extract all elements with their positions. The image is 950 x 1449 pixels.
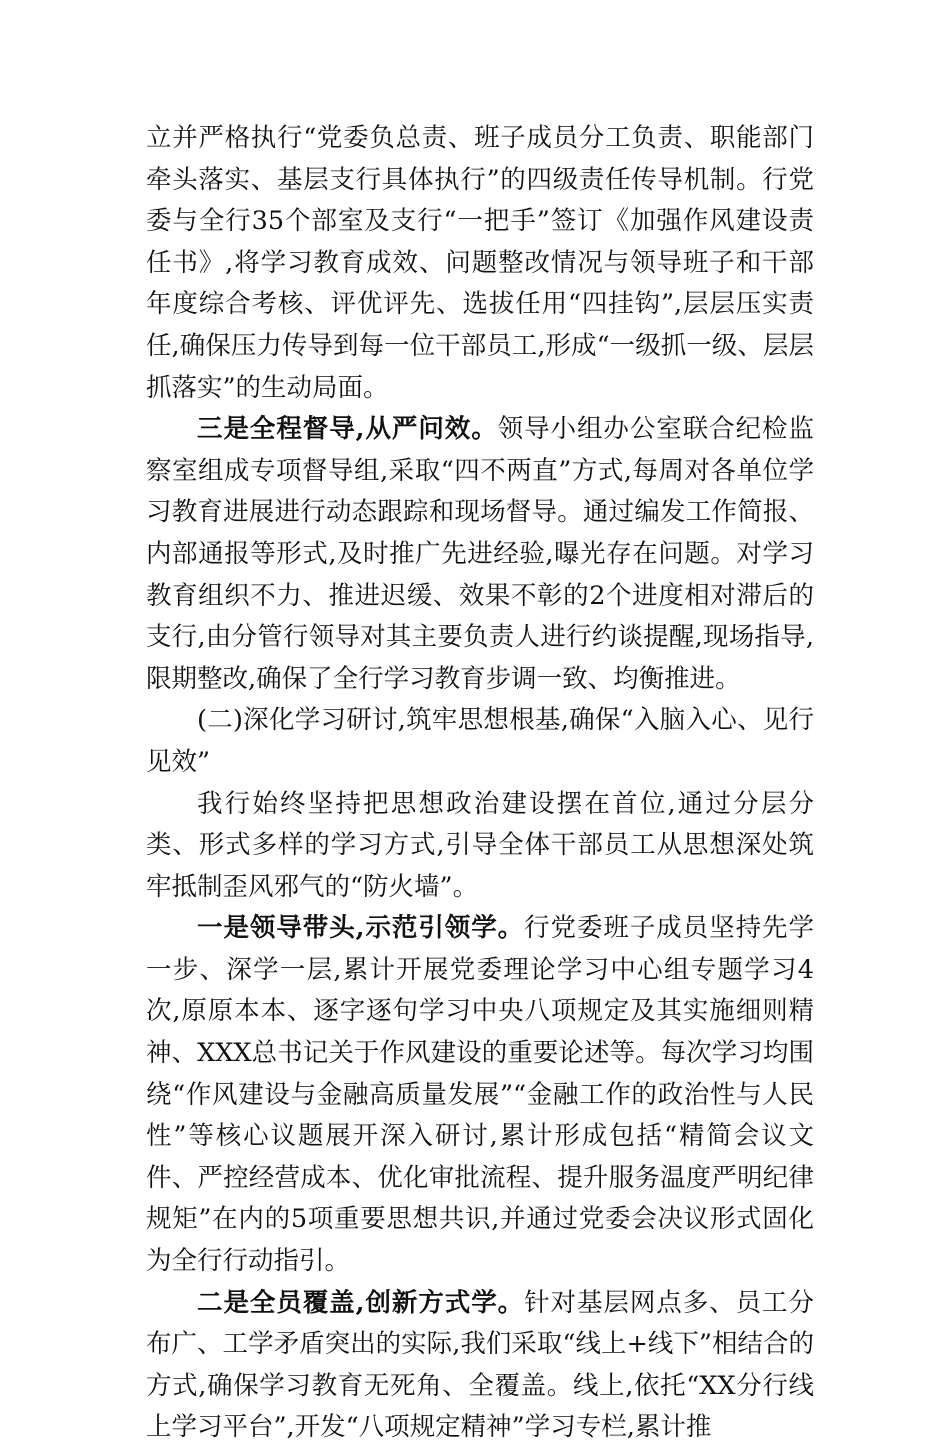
- paragraph-lead: 一是领导带头,示范引领学。: [197, 913, 525, 944]
- paragraph-text: 领导小组办公室联合纪检监察室组成专项督导组,采取“四不两直”方式,每周对各单位学习教育进展进行动态跟踪和现场督导。通过编发工作简报、内部通报等形式,及时推广先进经验,曝光存在问题。对学习教育组织不力、推进迟缓、效果不彰的2个进度相对滞后的支行,由分管行领导对其主要负责人进行约谈提醒,现场指导,限期整改,确保了全行学习教育步调一致、均衡推进。: [146, 414, 814, 694]
- paragraph-lead: 三是全程督导,从严问效。: [197, 414, 498, 445]
- document-body: [146, 118, 814, 1449]
- paragraph-text: 行党委班子成员坚持先学一步、深学一层,累计开展党委理论学习中心组专题学习4次,原原本本、逐字逐句学习中央八项规定及其实施细则精神、XXX总书记关于作风建设的重要论述等。每次学习均围绕“作风建设与金融高质量发展”“金融工作的政治性与人民性”等核心议题展开深入研讨,累计形成包括“精简会议文件、严控经营成本、优化审批流程、提升服务温度严明纪律规矩”在内的5项重要思想共识,并通过党委会决议形式固化为全行行动指引。: [146, 913, 814, 1277]
- paragraph-full-coverage: [146, 1283, 814, 1449]
- paragraph-responsibility-mechanism: [146, 118, 814, 409]
- section-heading: [146, 700, 814, 783]
- paragraph-lead: 二是全员覆盖,创新方式学。: [197, 1287, 525, 1318]
- paragraph-text: 立并严格执行“党委负总责、班子成员分工负责、职能部门牵头落实、基层支行具体执行”的四级责任传导机制。行党委与全行35个部室及支行“一把手”签订《加强作风建设责任书》,将学习教育成效、问题整改情况与领导班子和干部年度综合考核、评优评先、选拔任用“四挂钩”,层层压实责任,确保压力传导到每一位干部员工,形成“一级抓一级、层层抓落实”的生动局面。: [146, 123, 814, 403]
- paragraph-intro: [146, 784, 814, 909]
- paragraph-leadership-study: [146, 908, 814, 1282]
- section-heading-text: (二)深化学习研讨,筑牢思想根基,确保“入脑入心、见行见效”: [146, 705, 814, 777]
- paragraph-text: 针对基层网点多、员工分布广、工学矛盾突出的实际,我们采取“线上+线下”相结合的方式,确保学习教育无死角、全覆盖。线上,依托“XX分行线上学习平台”,开发“八项规定精神”学习专栏,累计推: [146, 1287, 814, 1443]
- paragraph-supervision: [146, 409, 814, 700]
- paragraph-text: 我行始终坚持把思想政治建设摆在首位,通过分层分类、形式多样的学习方式,引导全体干部员工从思想深处筑牢抵制歪风邪气的“防火墙”。: [146, 788, 814, 902]
